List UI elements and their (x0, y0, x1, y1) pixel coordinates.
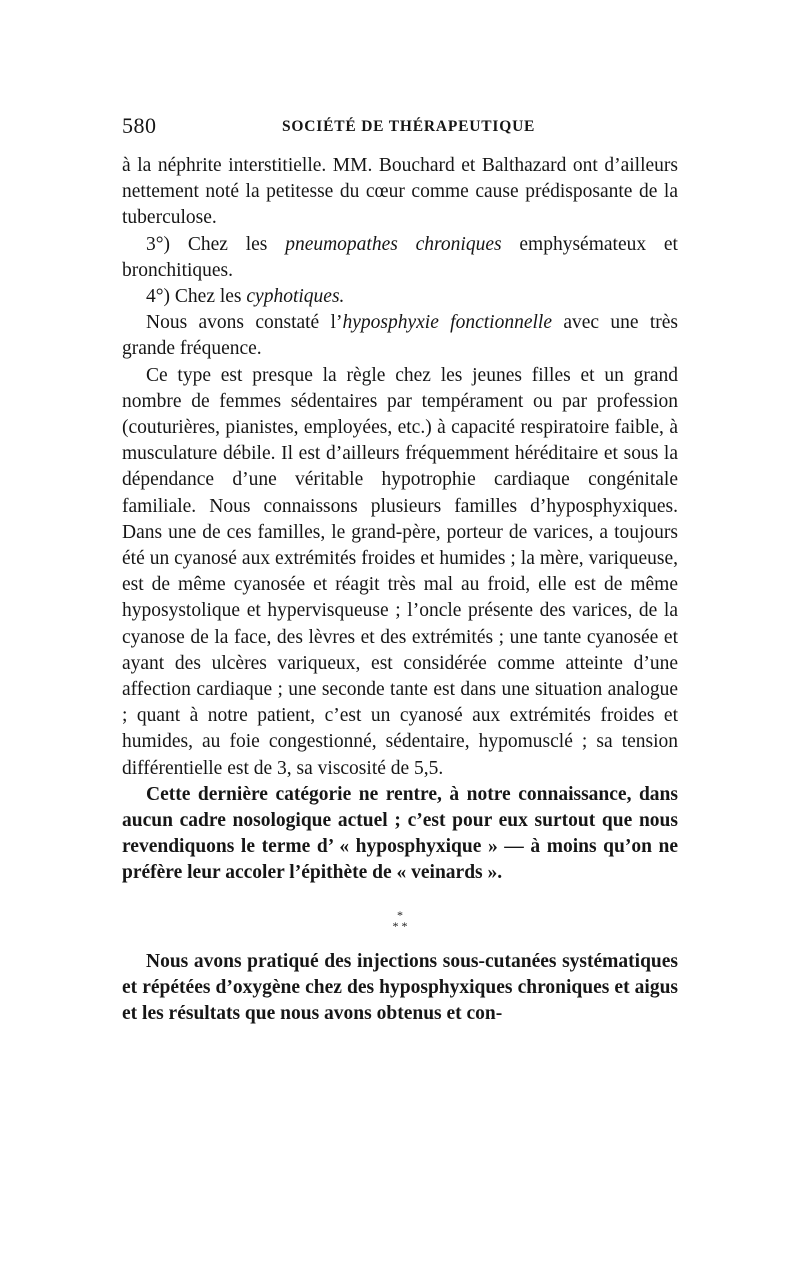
running-head: SOCIÉTÉ DE THÉRAPEUTIQUE (282, 118, 536, 135)
paragraph-5: Ce type est presque la règle chez les jeunes filles et un grand nombre de femmes sédentaires par tempérament ou par profession (couturières, pianistes, employées, etc.) à capacité respiratoire faible, à musculature débile. Il est d’ailleurs fréquemment héréditaire et sous la dépendance d’une véritable hypotrophie cardiaque congénitale familiale. Nous connaissons plusieurs familles d’hyposphyxiques. Dans une de ces familles, le grand-père, porteur de varices, a toujours été un cyanosé aux extrémités froides et humides ; la mère, variqueuse, est de même cyanosée et réagit très mal au froid, elle est de même hyposystolique et hypervisqueuse ; l’oncle présente des varices, de la cyanose de la face, des lèvres et des extrémités ; une tante cyanosée et ayant des ulcères variqueux, est considérée comme atteinte d’une affection cardiaque ; une seconde tante est dans une situation analogue ; quant à notre patient, c’est un cyanosé aux extrémités froides et humides, au foie congestionné, sédentaire, hypomusclé ; sa tension différentielle est de 3, sa viscosité de 5,5. (122, 364, 678, 779)
paragraph-7: Nous avons pratiqué des injections sous-cutanées systématiques et répétées d’oxygène chez des hyposphyxiques chroniques et aigus et les résultats que nous avons obtenus et con- (122, 950, 678, 1025)
paragraph-1: à la néphrite interstitielle. MM. Bouchard et Balthazard ont d’ailleurs nettement noté la petitesse du cœur comme cause prédisposante de la tuberculose. (122, 155, 678, 229)
paragraph-3-lead: 4°) Chez les (146, 286, 247, 308)
paragraph-6: Cette dernière catégorie ne rentre, à notre connaissance, dans aucun cadre nosologique actuel ; c’est pour eux surtout que nous revendiquons le terme d’ « hyposphyxique » — à moins qu’on ne préfère leur accoler l’épithète de « veinards ». (122, 783, 678, 884)
paragraph-4-italic: hyposphyxie fonctionnelle (342, 312, 552, 334)
page-number: 580 (122, 113, 157, 138)
paragraph-2-rest: emphysémateux et bronchitiques. (122, 233, 678, 281)
asterism-top: * (397, 907, 403, 922)
paragraph-2-lead: 3°) Chez les (146, 233, 286, 255)
paragraph-3-italic: cyphotiques. (246, 286, 345, 308)
paragraph-4-rest: avec une très grande fréquence. (122, 312, 679, 360)
asterism-bottom: * * (392, 918, 408, 933)
paragraph-4-lead: Nous avons constaté l’ (146, 312, 343, 334)
page-header (122, 113, 682, 143)
body-text (122, 153, 678, 1027)
asterism-separator (122, 909, 678, 931)
paragraph-2-italic: pneumopathes chroniques (285, 233, 502, 255)
paragraph-3 (122, 284, 678, 310)
paragraph-4 (122, 310, 678, 362)
paragraph-2 (122, 232, 678, 284)
